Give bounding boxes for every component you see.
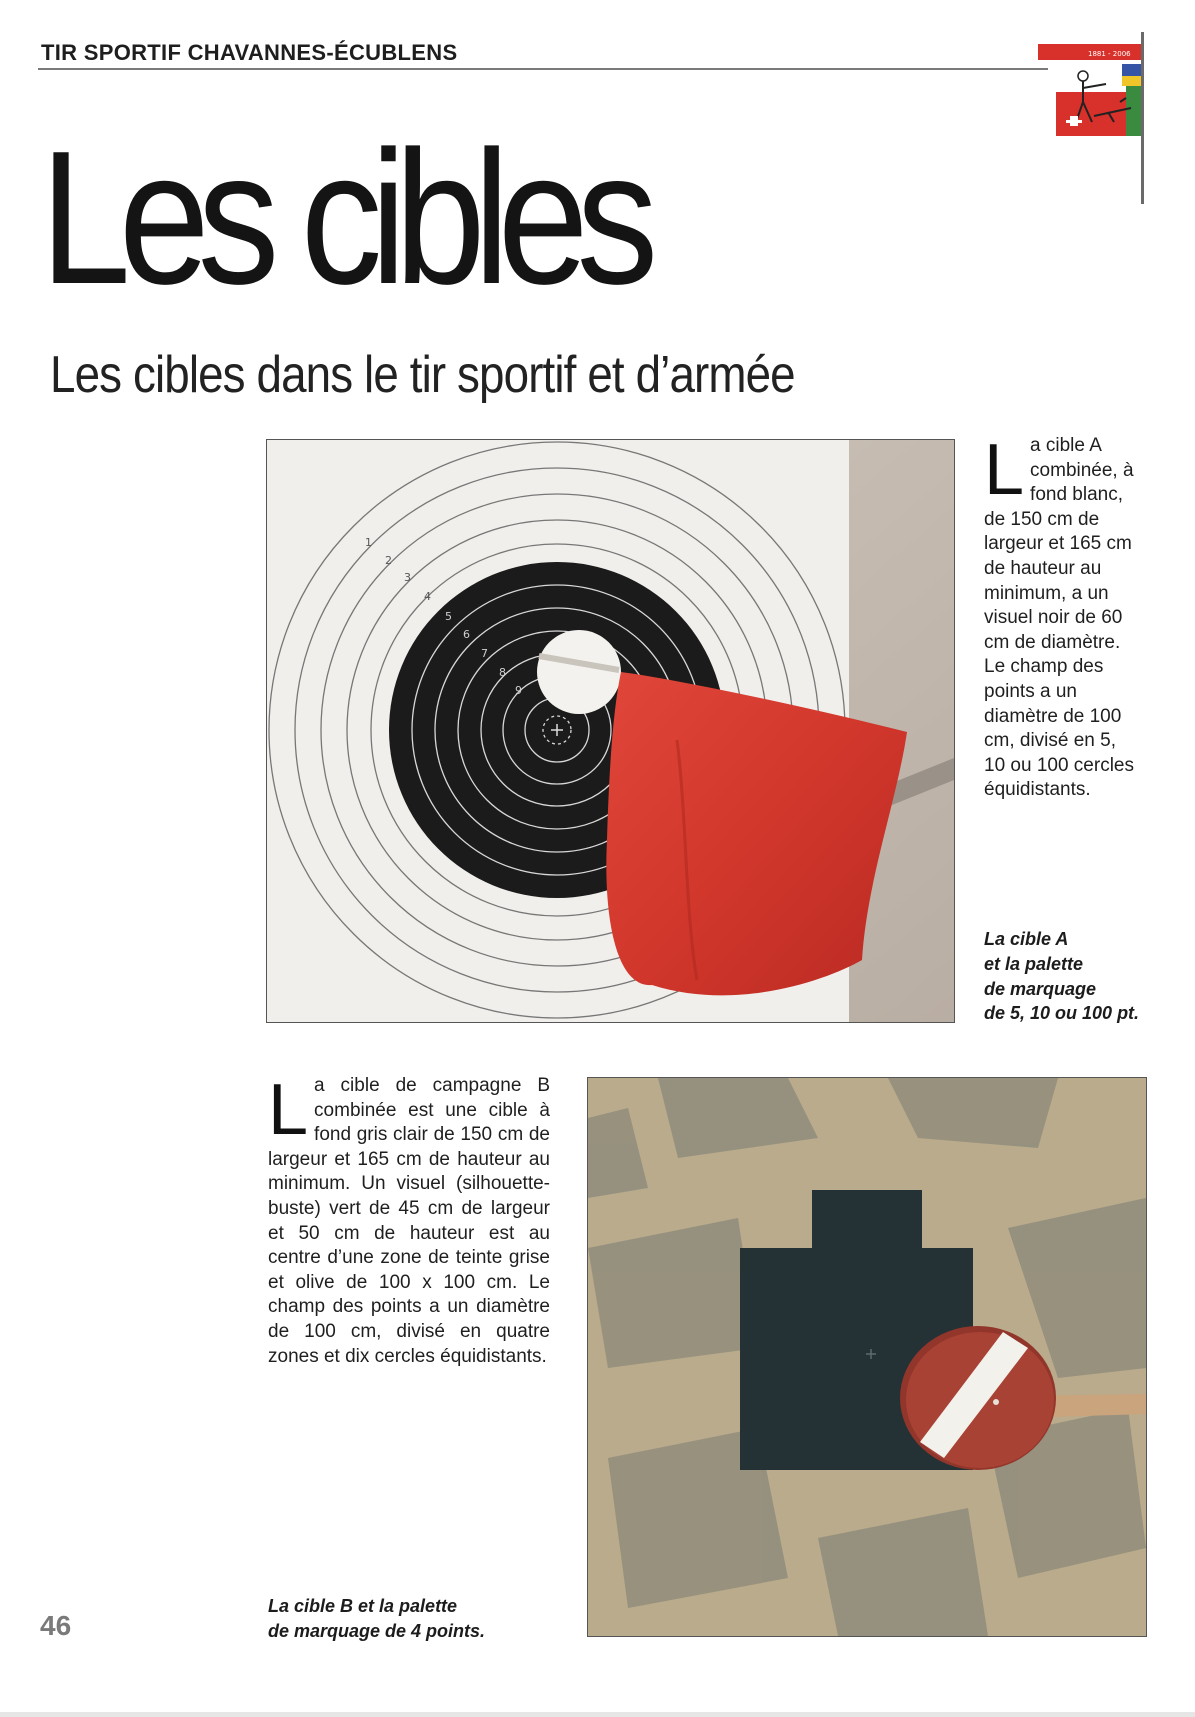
caption-line: et la palette	[984, 953, 1084, 974]
target-b-text: a cible de campagne B combinée est une cible à fond gris clair de 150 cm de largeur et 165 cm de hauteur au minimum. Un visuel (silhouette-buste) vert de 45 cm de largeur et 50 cm de hauteur est au centre d’une zone de teinte grise et olive de 100 x 100 cm. Le champ des points a un diamètre de 100 cm, divisé en quatre zones et dix cercles équidistants.	[268, 1075, 550, 1367]
caption-line: de 5, 10 ou 100 pt.	[984, 1003, 1140, 1024]
target-b-dropcap: L	[268, 1070, 309, 1150]
ring-number-5: 5	[445, 610, 452, 623]
ring-number-9: 9	[515, 684, 522, 697]
caption-line: de marquage	[984, 978, 1097, 999]
caption-line: de marquage de 4 points.	[268, 1620, 486, 1641]
target-a-photo	[266, 439, 955, 1023]
target-a-description	[984, 430, 1142, 803]
caption-line: La cible A	[984, 929, 1069, 949]
page-title: Les cibles	[40, 112, 647, 324]
ring-number-2: 2	[385, 554, 392, 567]
section-header: TIR SPORTIF CHAVANNES-ÉCUBLENS	[41, 40, 458, 65]
page-subtitle: Les cibles dans le tir sportif et d’armée	[50, 346, 795, 404]
target-a-caption	[984, 927, 1154, 1026]
ring-number-6: 6	[463, 628, 470, 641]
caption-line: La cible B et la palette	[268, 1596, 458, 1616]
page-number: 46	[40, 1610, 72, 1641]
ring-number-1: 1	[365, 536, 372, 549]
target-b-caption	[268, 1594, 568, 1644]
footer-bar	[0, 1712, 1195, 1717]
target-b-photo	[587, 1077, 1147, 1637]
ring-number-4: 4	[424, 590, 431, 603]
header-rule	[38, 68, 1048, 70]
target-a-dropcap: L	[984, 430, 1025, 510]
target-b-description	[268, 1070, 550, 1369]
ring-number-3: 3	[404, 571, 411, 584]
target-a-text: a cible A combinée, à fond blanc, de 150 cm de largeur et 165 cm de hauteur au minimum, a un visuel noir de 60 cm de diamètre. Le champ des points a un diamètre de 100 cm, divisé en 5, 10 ou 100 cercles équidistants.	[984, 435, 1134, 801]
shooting-club-flag-icon	[1036, 30, 1146, 205]
ring-number-8: 8	[499, 666, 506, 679]
ring-number-7: 7	[481, 647, 488, 660]
logo-years: 1881 - 2006	[1088, 50, 1131, 58]
